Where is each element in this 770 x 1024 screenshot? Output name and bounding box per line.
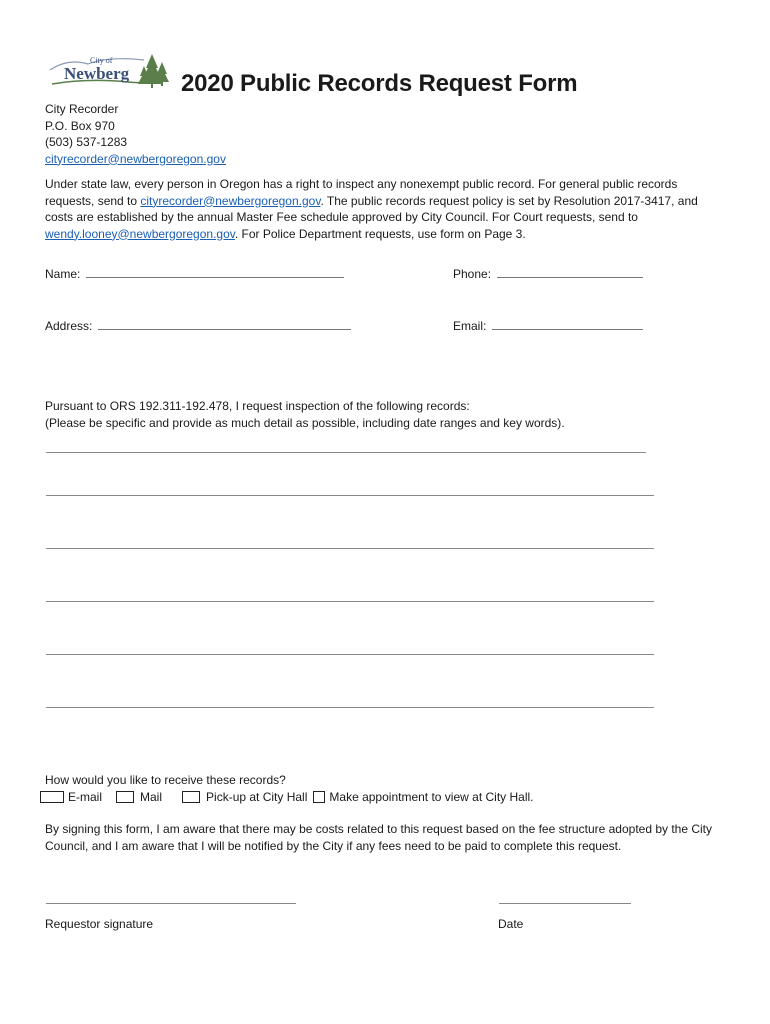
email-field <box>453 319 643 333</box>
email-input-line[interactable] <box>492 319 643 330</box>
records-request-instructions <box>45 398 565 431</box>
name-field <box>45 267 344 281</box>
appointment-checkbox[interactable] <box>313 791 325 803</box>
pursuant-line-1: Pursuant to ORS 192.311-192.478, I request inspection of the following records: <box>45 399 470 413</box>
option-mail[interactable] <box>116 790 162 804</box>
phone-label: Phone: <box>453 267 492 281</box>
signature-label: Requestor signature <box>45 917 154 931</box>
description-line-6[interactable] <box>46 707 654 708</box>
phone-field <box>453 267 643 281</box>
pickup-checkbox[interactable] <box>182 791 200 803</box>
delivery-options <box>40 790 544 804</box>
mail-checkbox[interactable] <box>116 791 134 803</box>
description-line-2[interactable] <box>46 495 654 496</box>
name-input-line[interactable] <box>86 267 344 278</box>
description-line-4[interactable] <box>46 601 654 602</box>
email-label: Email: <box>453 319 487 333</box>
email-checkbox[interactable] <box>40 791 64 803</box>
contact-pobox: P.O. Box 970 <box>45 118 115 133</box>
logo-newberg: Newberg <box>64 64 130 83</box>
description-line-1[interactable] <box>46 452 646 453</box>
intro-text-2: . The public records request policy is set by Resolution 2017-3417, and costs are established by the annual Master Fee schedule approved by City Council. For Court requests, send to <box>45 193 698 224</box>
contact-block <box>45 101 226 167</box>
contact-phone: (503) 537-1283 <box>45 135 128 149</box>
delivery-question: How would you like to receive these records? <box>45 773 286 787</box>
option-email-label: E-mail <box>68 790 103 804</box>
option-mail-label: Mail <box>140 790 163 804</box>
option-appointment[interactable] <box>313 790 533 804</box>
description-line-3[interactable] <box>46 548 654 549</box>
form-title: 2020 Public Records Request Form <box>181 70 578 97</box>
name-label: Name: <box>45 267 81 281</box>
contact-email-link[interactable]: cityrecorder@newbergoregon.gov <box>45 151 226 166</box>
address-input-line[interactable] <box>98 319 351 330</box>
phone-input-line[interactable] <box>497 267 643 278</box>
city-logo <box>48 48 172 92</box>
address-label: Address: <box>45 319 93 333</box>
address-field <box>45 319 351 333</box>
court-email-link[interactable]: wendy.looney@newbergoregon.gov <box>45 226 235 241</box>
intro-text-3: . For Police Department requests, use form on Page 3. <box>234 226 526 241</box>
contact-office: City Recorder <box>45 102 119 116</box>
option-pickup-label: Pick-up at City Hall <box>206 790 308 804</box>
recorder-email-link[interactable]: cityrecorder@newbergoregon.gov <box>140 193 321 208</box>
option-pickup[interactable] <box>182 790 307 804</box>
logo-city-of: City of <box>90 56 113 65</box>
description-line-5[interactable] <box>46 654 654 655</box>
signature-line[interactable] <box>46 903 296 904</box>
option-appointment-label: Make appointment to view at City Hall. <box>329 790 534 804</box>
intro-paragraph <box>45 176 725 242</box>
intro-text-1: Under state law, every person in Oregon has a right to inspect any nonexempt public record. For general public records requests, send to <box>45 177 678 208</box>
date-label: Date <box>498 917 524 931</box>
consent-paragraph: By signing this form, I am aware that there may be costs related to this request based on the fee structure adopted by the City Council, and I am aware that I will be notified by the City if any fees need to be paid to complete this request. <box>45 822 713 853</box>
option-email[interactable] <box>40 790 102 804</box>
pursuant-line-2: (Please be specific and provide as much detail as possible, including date ranges and key words). <box>45 415 565 430</box>
date-line[interactable] <box>499 903 631 904</box>
